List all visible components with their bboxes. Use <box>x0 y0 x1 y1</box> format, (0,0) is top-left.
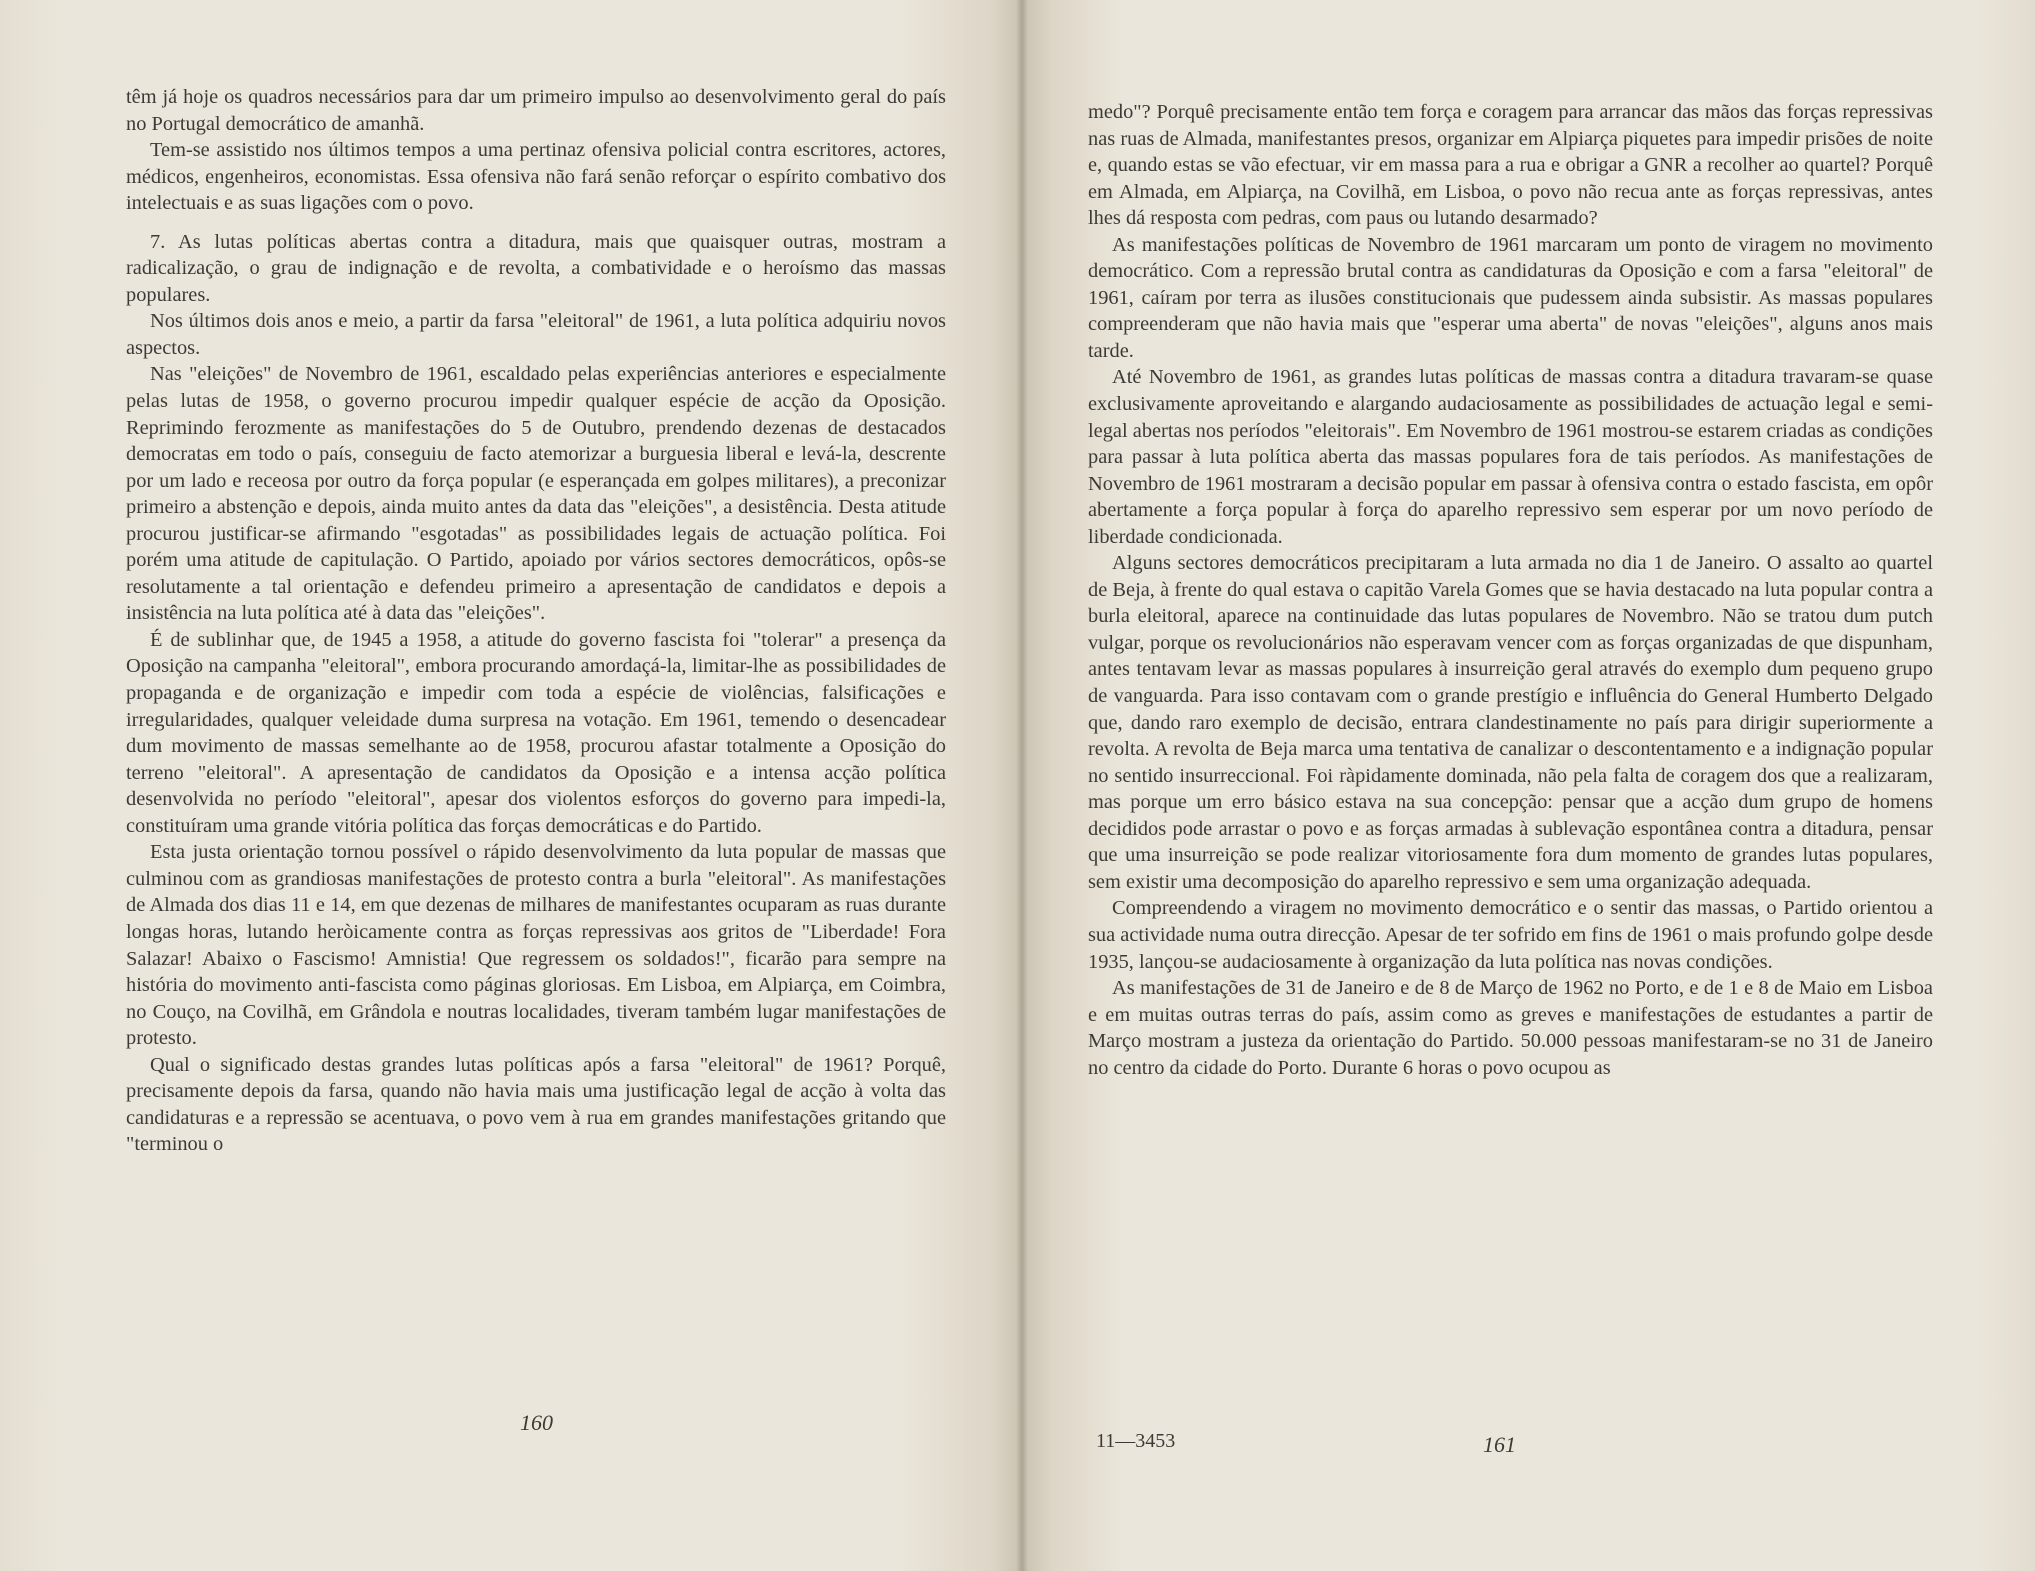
paragraph: É de sublinhar que, de 1945 a 1958, a atitude do governo fascista foi "tolerar" a presença da Oposição na campanha "eleitoral", embora procurando amordaçá-la, limitar-lhe as possibilidades de propaganda e de organização e impedir com toda a espécie de violências, falsificações e irregularidades, qualquer veleidade duma surpresa na votação. Em 1961, temendo o desencadear dum movimento de massas semelhante ao de 1958, procurou afastar totalmente a Oposição do terreno "eleitoral". A apresentação de candidatos da Oposição e a intensa acção política desenvolvida no período "eleitoral", apesar dos violentos esforços do governo para impedi-la, constituíram uma grande vitória política das forças democráticas e do Partido. <box>126 628 946 837</box>
page-number-right: 161 <box>1483 1432 1516 1457</box>
paragraph: Até Novembro de 1961, as grandes lutas políticas de massas contra a ditadura travaram-se quase exclusivamente aproveitando e alargando audaciosamente as possibilidades de actuação legal e semi-legal abertas nos períodos "eleitorais". Em Novembro de 1961 mostrou-se estarem criadas as condições para passar à luta política aberta das massas populares fora de tais períodos. As manifestações de Novembro de 1961 mostraram a decisão popular em passar à ofensiva contra o estado fascista, em opôr abertamente a força popular à força do aparelho repressivo sem esperar por um novo período de liberdade condicionada. <box>1088 366 1933 548</box>
printer-signature: 11—3453 <box>1096 1430 1176 1452</box>
paragraph: Nas "eleições" de Novembro de 1961, escaldado pelas experiências anteriores e especialmente pelas lutas de 1958, o governo procurou impedir qualquer espécie de acção da Oposição. Reprimindo ferozmente as manifestações do 5 de Outubro, prendendo dezenas de destacados democratas em todo o país, conseguiu de facto atemorizar a burguesia liberal e levá-la, descrente por um lado e receosa por outro da força popular (e esperançada em golpes militares), a preconizar primeiro a abstenção e depois, ainda muito antes da data das "eleições", a desistência. Desta atitude procurou justificar-se afirmando "esgotadas" as possibilidades legais de actuação política. Foi porém uma atitude de capitulação. O Partido, apoiado por vários sectores democráticos, opôs-se resolutamente a tal orientação e defendeu primeiro a apresentação de candidatos e depois a insistência na luta política até à data das "eleições". <box>126 363 946 625</box>
paragraph: Tem-se assistido nos últimos tempos a uma pertinaz ofensiva policial contra escritores, actores, médicos, engenheiros, economistas. Essa ofensiva não fará senão reforçar o espírito combativo dos intelectuais e as suas ligações com o povo. <box>126 139 946 215</box>
paragraph: têm já hoje os quadros necessários para dar um primeiro impulso ao desenvolvimento geral do país no Portugal democrático de amanhã. <box>126 86 946 135</box>
section-7-paragraph: 7. As lutas políticas abertas contra a ditadura, mais que quaisquer outras, mostram a radicalização, o grau de indignação e de revolta, a combatividade e o heroísmo das massas populares. <box>126 230 946 306</box>
paragraph: Alguns sectores democráticos precipitaram a luta armada no dia 1 de Janeiro. O assalto ao quartel de Beja, à frente do qual estava o capitão Varela Gomes que se havia destacado na luta popular contra a burla eleitoral, aparece na continuidade das lutas populares de Novembro. Não se tratou dum putch vulgar, porque os revolucionários não esperavam vencer com as forças organizadas de que dispunham, antes tentavam levar as massas populares à insurreição geral através do exemplo dum pequeno grupo de vanguarda. Para isso contavam com o grande prestígio e influência do General Humberto Delgado que, dando raro exemplo de decisão, entrara clandestinamente no país para dirigir superiormente a revolta. A revolta de Beja marca uma tentativa de canalizar o descontentamento e a indignação popular no sentido insurreccional. Foi ràpidamente dominada, não pela falta de coragem dos que a realizaram, mas porque um erro básico estava na sua concepção: pensar que a acção dum grupo de homens decididos pode arrastar o povo e as forças armadas à sublevação espontânea contra a ditadura, pensar que uma insurreição se pode realizar vitoriosamente fora dum momento de grandes lutas populares, sem existir uma decomposição do aparelho repressivo e sem uma organização adequada. <box>1088 552 1933 893</box>
right-page-text <box>1088 99 1933 1081</box>
paragraph: medo"? Porquê precisamente então tem força e coragem para arrancar das mãos das forças repressivas nas ruas de Almada, manifestantes presos, organizar em Alpiarça piquetes para impedir prisões de noite e, quando estas se vão efectuar, vir em massa para a rua e obrigar a GNR a recolher ao quartel? Porquê em Almada, em Alpiarça, na Covilhã, em Lisboa, o povo não recua ante as forças repressivas, antes lhes dá resposta com pedras, com paus ou lutando desarmado? <box>1088 101 1933 230</box>
paragraph: As manifestações políticas de Novembro de 1961 marcaram um ponto de viragem no movimento democrático. Com a repressão brutal contra as candidaturas da Oposição e com a farsa "eleitoral" de 1961, caíram por terra as ilusões constitucionais que pudessem ainda subsistir. As massas populares compreenderam que não havia mais que "esperar uma aberta" de novas "eleições", alguns anos mais tarde. <box>1088 233 1933 362</box>
paragraph: Esta justa orientação tornou possível o rápido desenvolvimento da luta popular de massas que culminou com as grandiosas manifestações de protesto contra a burla "eleitoral". As manifestações de Almada dos dias 11 e 14, em que dezenas de milhares de manifestantes ocuparam as ruas durante longas horas, lutando heròicamente contra as forças repressivas aos gritos de "Liberdade! Fora Salazar! Abaixo o Fascismo! Amnistia! Que regressem os soldados!", ficarão para sempre na história do movimento anti-fascista como páginas gloriosas. Em Lisboa, em Alpiarça, em Coimbra, no Couço, na Covilhã, em Grândola e noutras localidades, tiveram também lugar manifestações de protesto. <box>126 841 946 1050</box>
left-page-text <box>126 84 946 1158</box>
paragraph: Qual o significado destas grandes lutas políticas após a farsa "eleitoral" de 1961? Porquê, precisamente depois da farsa, quando não havia mais uma justificação legal de acção à volta das candidaturas e a repressão se acentuava, o povo vem à rua em grandes manifestações gritando que "terminou o <box>126 1053 946 1156</box>
paragraph: As manifestações de 31 de Janeiro e de 8 de Março de 1962 no Porto, e de 1 e 8 de Maio em Lisboa e em muitas outras terras do país, assim como as greves e manifestações de estudantes a partir de Março mostram a justeza da orientação do Partido. 50.000 pessoas manifestaram-se no 31 de Janeiro no centro da cidade do Porto. Durante 6 horas o povo ocupou as <box>1088 977 1933 1079</box>
book-gutter <box>1016 0 1028 1571</box>
right-page <box>1022 0 2035 1571</box>
paragraph: Compreendendo a viragem no movimento democrático e o sentir das massas, o Partido orientou a sua actividade numa outra direcção. Apesar de ter sofrido em fins de 1961 o mais profundo golpe desde 1935, lançou-se audaciosamente à organização da luta política nas novas condições. <box>1088 897 1933 973</box>
page-number-left: 160 <box>520 1410 553 1435</box>
paragraph: Nos últimos dois anos e meio, a partir da farsa "eleitoral" de 1961, a luta política adquiriu novos aspectos. <box>126 310 946 359</box>
